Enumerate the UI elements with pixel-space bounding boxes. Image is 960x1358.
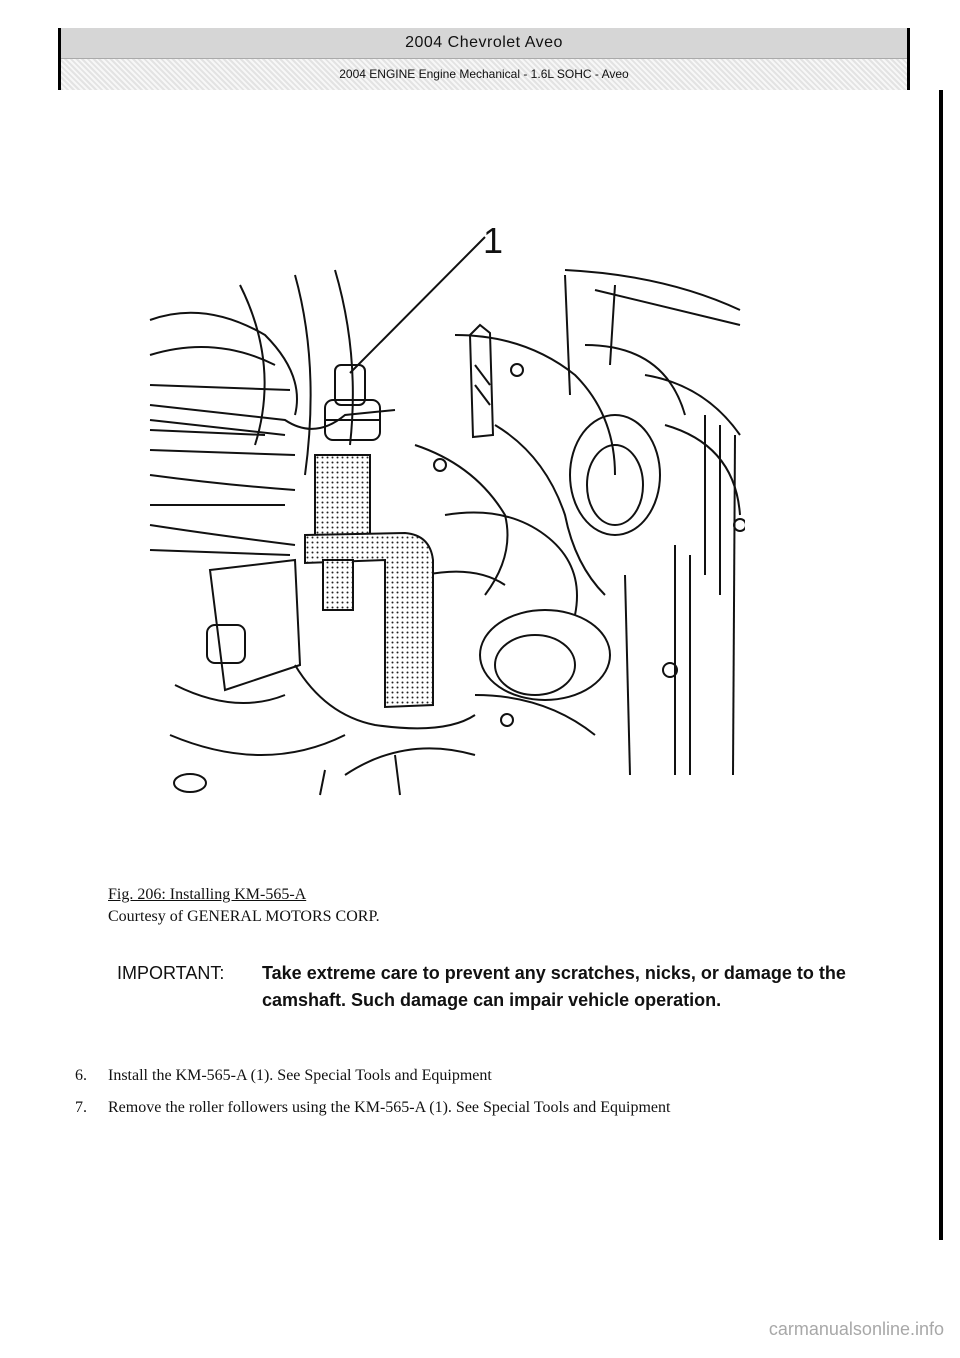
figure-caption: Fig. 206: Installing KM-565-A bbox=[108, 886, 307, 903]
watermark: carmanualsonline.info bbox=[768, 1319, 944, 1339]
important-text: Take extreme care to prevent any scratches, nicks, or damage to the camshaft. Such damage can impair vehicle operation. bbox=[262, 963, 846, 1010]
procedure-step bbox=[75, 1064, 835, 1088]
step-number: 7. bbox=[75, 1099, 87, 1116]
figure-callout-label: 1 bbox=[483, 220, 504, 261]
step-text: Remove the roller followers using the KM-565-A (1). See Special Tools and Equipment bbox=[108, 1099, 671, 1116]
callout-leader bbox=[350, 237, 485, 373]
page-right-rule bbox=[939, 90, 943, 1240]
procedure-steps bbox=[75, 1064, 835, 1128]
procedure-step bbox=[75, 1096, 835, 1120]
engine-illustration bbox=[145, 215, 745, 800]
figure-courtesy: Courtesy of GENERAL MOTORS CORP. bbox=[108, 908, 380, 925]
step-text: Install the KM-565-A (1). See Special Tools and Equipment bbox=[108, 1067, 492, 1084]
page-header bbox=[58, 28, 910, 90]
step-number: 6. bbox=[75, 1067, 87, 1084]
header-subtitle: 2004 ENGINE Engine Mechanical - 1.6L SOHC - Aveo bbox=[61, 59, 907, 90]
header-title: 2004 Chevrolet Aveo bbox=[61, 28, 907, 59]
important-label: IMPORTANT: bbox=[117, 963, 225, 983]
figure-caption-block bbox=[108, 884, 380, 928]
